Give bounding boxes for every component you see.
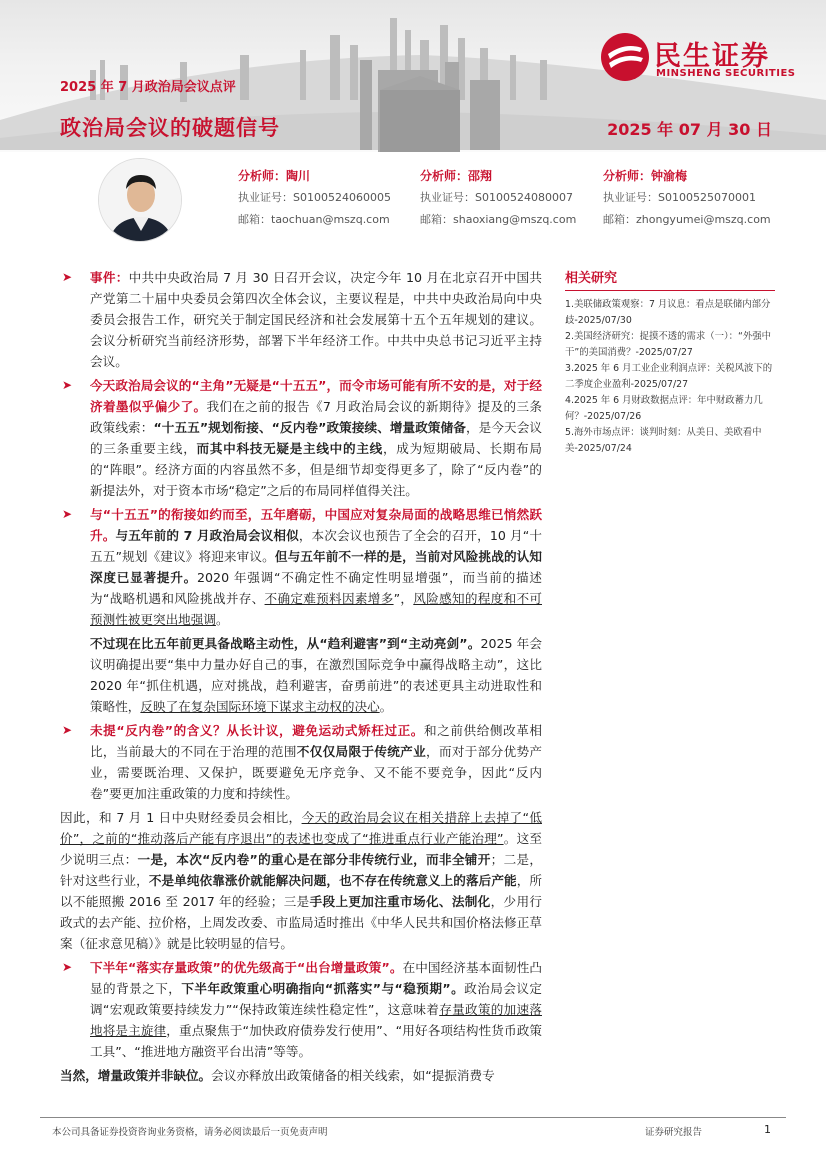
related-research-item[interactable]: 1.美联储政策观察：7 月议息：看点是联储内部分歧-2025/07/30 xyxy=(565,299,771,326)
analyst-cert: 执业证号：S0100524080007 xyxy=(420,191,573,204)
related-research-title: 相关研究 xyxy=(565,267,775,291)
paragraph-policy-priority: ➤ 下半年“落实存量政策”的优先级高于“出台增量政策”。在中国经济基本面韧性凸显的背景之下，下半年政策重心明确指向“抓落实”与“稳预期”。政治局会议定调“宏观政策要持续发力”“保持政策连续性稳定性”，这意味着存量政策的加速落地将是主旋律，重点聚焦于“加快政府债券发行使用”、“用好各项结构性货币政策工具”、“推进地方融资平台出清”等等。 xyxy=(60,957,542,1062)
paragraph-comparison: 因此，和 7 月 1 日中央财经委员会相比，今天的政治局会议在相关措辞上去掉了“低价”，之前的“推动落后产能有序退出”的表述也变成了“推进重点行业产能治理”。这至少说明三点：一是，本次“反内卷”的重心是在部分非传统行业，而非全铺开；二是，针对这些行业，不是单纯依靠涨价就能解决问题，也不存在传统意义上的落后产能，所以不能照搬 2016 至 2017 年的经验；三是手段上更加注重市场化、法制化，少用行政式的去产能、拉价格，上周发改委、市监局适时推出《中华人民共和国价格法修正草案（征求意见稿）》就是比较明显的信号。 xyxy=(60,810,543,951)
analyst-name: 分析师：钟渝梅 xyxy=(603,169,688,183)
analyst-cert: 执业证号：S0100525070001 xyxy=(603,191,756,204)
analyst-portrait-icon xyxy=(99,159,182,242)
arrow-bullet-icon: ➤ xyxy=(62,378,73,392)
paragraph-incremental-policy: 当然，增量政策并非缺位。会议亦释放出政策储备的相关线索，如“提振消费专 xyxy=(60,1068,495,1083)
analyst-photo xyxy=(98,158,182,242)
paragraph-event: ➤ 事件：中共中央政治局 7 月 30 日召开会议，决定今年 10 月在北京召开中国共产党第二十届中央委员会第四次全体会议，主要议程是，中共中央政治局向中央委员会报告工作，研究关于制定国民经济和社会发展第十五个五年规划的建议。会议分析研究当前经济形势，部署下半年经济工作。中共中央总书记习近平主持会议。 xyxy=(60,267,542,372)
related-research-item[interactable]: 3.2025 年 6 月工业企业利润点评：关税风波下的二季度企业盈利-2025/07/27 xyxy=(565,363,773,390)
related-research xyxy=(565,267,775,457)
analyst-card-2 xyxy=(420,165,576,231)
paragraph-five-year-plan: ➤ 与“十五五”的衔接如约而至，五年磨砺，中国应对复杂局面的战略思维已悄然跃升。与五年前的 7 月政治局会议相似，本次会议也预告了全会的召开，10 月“十五五”规划《建议》将迎来审议。但与五年前不一样的是，当前对风险挑战的认知深度已显著提升。2020 年强调“不确定性不确定性明显增强”，而当前的描述为“战略机遇和风险挑战并存、不确定难预料因素增多”，风险感知的程度和不可预测性被更突出地强调。 xyxy=(60,504,542,630)
analyst-email[interactable]: 邮箱：zhongyumei@mszq.com xyxy=(603,213,771,226)
page-number: 1 xyxy=(764,1123,771,1136)
logo-chinese-text: 民生证券 xyxy=(654,41,770,72)
related-research-item[interactable]: 2.美国经济研究：捉摸不透的需求（一）：“外强中干”的美国消费？-2025/07/27 xyxy=(565,331,771,358)
analyst-email[interactable]: 邮箱：shaoxiang@mszq.com xyxy=(420,213,577,226)
arrow-bullet-icon: ➤ xyxy=(62,960,73,974)
related-research-item[interactable]: 4.2025 年 6 月财政数据点评：年中财政蓄力几何？-2025/07/26 xyxy=(565,395,763,422)
logo-english-text: MINSHENG SECURITIES xyxy=(656,68,796,79)
related-research-item[interactable]: 5.海外市场点评：谈判时刻：从美日、美欧看中美-2025/07/24 xyxy=(565,427,762,454)
minsheng-logo-icon xyxy=(600,32,650,82)
analyst-cert: 执业证号：S0100524060005 xyxy=(238,191,391,204)
report-date: 2025 年 07 月 30 日 xyxy=(607,120,772,139)
paragraph-anti-involution: ➤ 未提“反内卷”的含义？从长计议，避免运动式矫枉过正。和之前供给侧改革相比，当前最大的不同在于治理的范围不仅仅局限于传统产业，而对于部分优势产业，需要既治理、又保护，既要避免无序竞争、又不能不要竞争，因此“反内卷”要更加注重政策的力度和持续性。 xyxy=(60,720,542,804)
footer-report-type: 证券研究报告 xyxy=(645,1127,703,1138)
analyst-card-3 xyxy=(603,165,771,231)
analyst-card-1 xyxy=(238,165,391,231)
paragraph-strategic-initiative: 不过现在比五年前更具备战略主动性，从“趋利避害”到“主动亮剑”。2025 年会议明确提出要“集中力量办好自己的事，在激烈国际竞争中赢得战略主动”，这比 2020 年“抓住机遇，应对挑战，趋利避害，奋勇前进”的表述更具主动进取性和策略性，反映了在复杂国际环境下谋求主动权的决心。 xyxy=(90,636,542,714)
footer-divider xyxy=(40,1117,786,1118)
analyst-email[interactable]: 邮箱：taochuan@mszq.com xyxy=(238,213,390,226)
arrow-bullet-icon: ➤ xyxy=(62,270,73,284)
minsheng-logo xyxy=(600,32,810,84)
series-title: 2025 年 7 月政治局会议点评 xyxy=(60,80,236,95)
page-title: 政治局会议的破题信号 xyxy=(60,116,280,140)
report-body xyxy=(60,267,542,1089)
footer-disclaimer: 本公司具备证券投资咨询业务资格，请务必阅读最后一页免责声明 xyxy=(52,1127,328,1138)
arrow-bullet-icon: ➤ xyxy=(62,723,73,737)
analyst-name: 分析师：陶川 xyxy=(238,169,311,183)
analyst-name: 分析师：邵翔 xyxy=(420,169,493,183)
arrow-bullet-icon: ➤ xyxy=(62,507,73,521)
paragraph-main-theme: ➤ 今天政治局会议的“主角”无疑是“十五五”，而令市场可能有所不安的是，对于经济着墨似乎偏少了。我们在之前的报告《7 月政治局会议的新期待》提及的三条政策线索：“十五五”规划衔接、“反内卷”政策接续、增量政策储备，是今天会议的三条重要主线，而其中科技无疑是主线中的主线，成为短期破局、长期布局的“阵眼”。经济方面的内容虽然不多，但是细节却变得更多了，除了“反内卷”的新提法外，对于资本市场“稳定”之后的布局同样值得关注。 xyxy=(60,375,542,501)
